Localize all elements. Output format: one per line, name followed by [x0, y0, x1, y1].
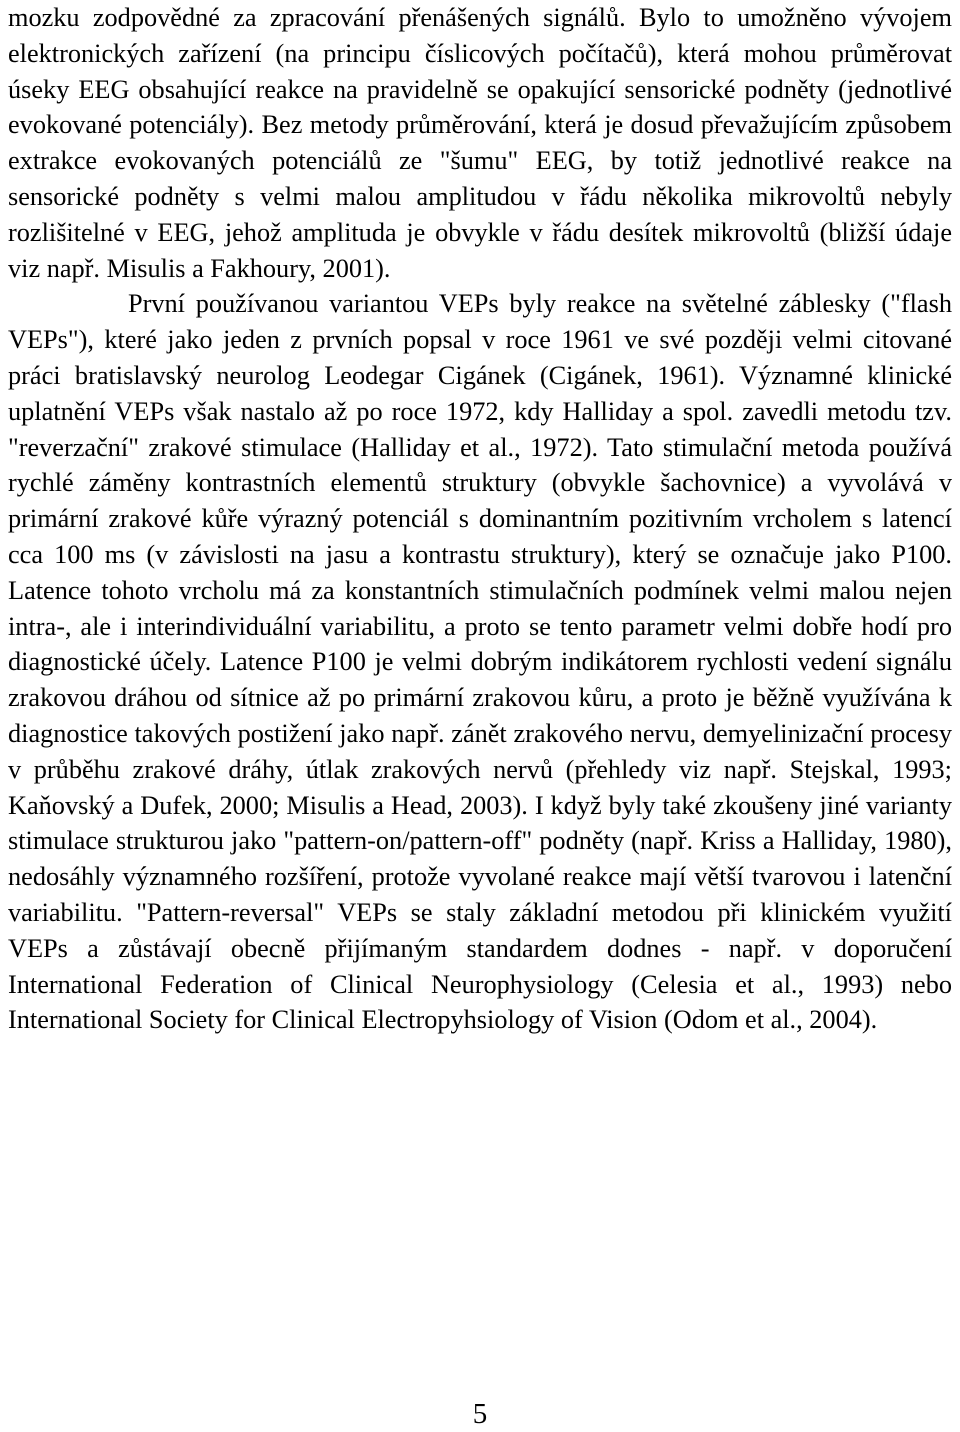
document-page	[8, 0, 952, 1038]
paragraph-continuation: mozku zodpovědné za zpracování přenášených signálů. Bylo to umožněno vývojem elektronických zařízení (na principu číslicových počítačů), která mohou průměrovat úseky EEG obsahující reakce na pravidelně se opakující sensorické podněty (jednotlivé evokované potenciály). Bez metody průměrování, která je dosud převažujícím způsobem extrakce evokovaných potenciálů ze "šumu" EEG, by totiž jednotlivé reakce na sensorické podněty s velmi malou amplitudou v řádu několika mikrovoltů nebyly rozlišitelné v EEG, jehož amplituda je obvykle v řádu desítek mikrovoltů (bližší údaje viz např. Misulis a Fakhoury, 2001).	[8, 3, 952, 283]
page-number: 5	[472, 1398, 488, 1430]
paragraph-veps-history: První používanou variantou VEPs byly reakce na světelné záblesky ("flash VEPs"), které jako jeden z prvních popsal v roce 1961 ve své později velmi citované práci bratislavský neurolog Leodegar Cigánek (Cigánek, 1961). Významné klinické uplatnění VEPs však nastalo až po roce 1972, kdy Halliday a spol. zavedli metodu tzv. "reverzační" zrakové stimulace (Halliday et al., 1972). Tato stimulační metoda používá rychlé záměny kontrastních elementů struktury (obvykle šachovnice) a vyvolává v primární zrakové kůře výrazný potenciál s dominantním pozitivním vrcholem s latencí cca 100 ms (v závislosti na jasu a kontrastu struktury), který se označuje jako P100. Latence tohoto vrcholu má za konstantních stimulačních podmínek velmi malou nejen intra-, ale i interindividuální variabilitu, a proto se tento parametr velmi dobře hodí pro diagnostické účely. Latence P100 je velmi dobrým indikátorem rychlosti vedení signálu zrakovou dráhou od sítnice až po primární zrakovou kůru, a proto je běžně využívána k diagnostice takových postižení jako např. zánět zrakového nervu, demyelinizační procesy v průběhu zrakové dráhy, útlak zrakových nervů (přehledy viz např. Stejskal, 1993; Kaňovský a Dufek, 2000; Misulis a Head, 2003). I když byly také zkoušeny jiné varianty stimulace strukturou jako "pattern-on/pattern-off" podněty (např. Kriss a Halliday, 1980), nedosáhly významného rozšíření, protože vyvolané reakce mají větší tvarovou i latenční variabilitu. "Pattern-reversal" VEPs se staly základní metodou při klinickém využití VEPs a zůstávají obecně přijímaným standardem dodnes - např. v doporučení International Federation of Clinical Neurophysiology (Celesia et al., 1993) nebo International Society for Clinical Electropyhsiology of Vision (Odom et al., 2004).	[8, 289, 952, 1035]
